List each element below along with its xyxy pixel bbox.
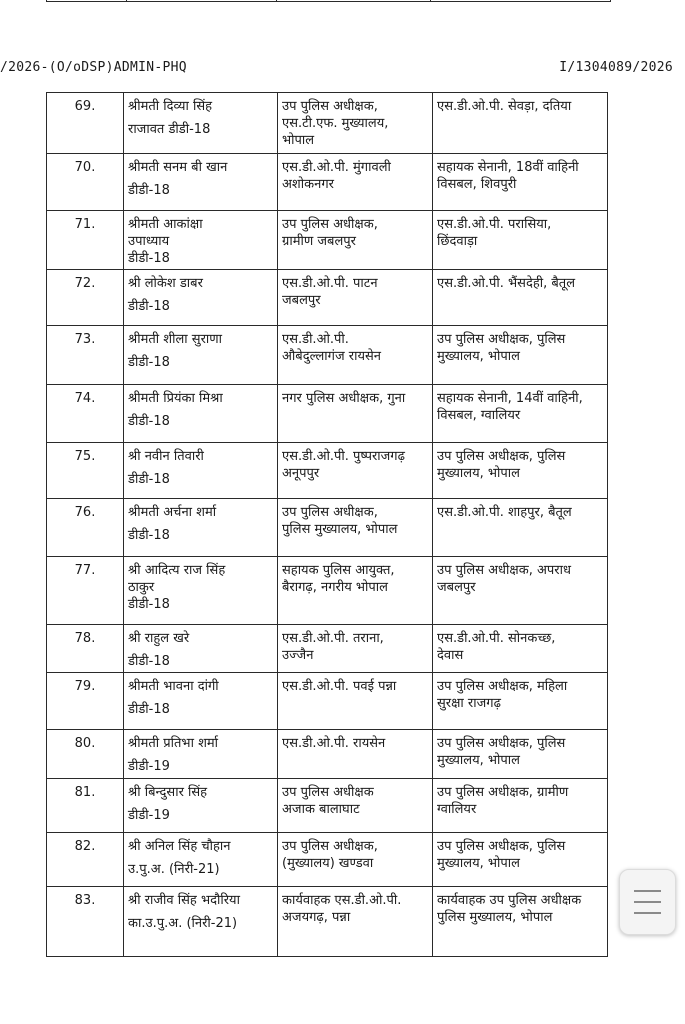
new-posting-cell [433, 93, 608, 154]
current-posting-cell [278, 833, 433, 887]
current-posting-line: एस.डी.ओ.पी. मुंगावली [282, 160, 391, 175]
serial-number-cell [47, 211, 124, 270]
officer-name-line: डीडी-18 [128, 528, 170, 543]
new-posting-line: जबलपुर [437, 580, 476, 595]
serial-number: 83. [74, 893, 96, 908]
new-posting-cell [433, 887, 608, 957]
serial-number: 79. [74, 679, 96, 694]
serial-number-cell [47, 730, 124, 779]
new-posting-cell [433, 833, 608, 887]
current-posting-line: (मुख्यालय) खण्डवा [282, 856, 374, 871]
officer-name-cell [124, 887, 278, 957]
officer-name-line: श्रीमती सनम बी खान [128, 160, 228, 175]
officer-name-line: डीडी-18 [128, 251, 170, 266]
officer-name-line: श्रीमती भावना दांगी [128, 679, 219, 694]
current-posting-line: एस.डी.ओ.पी. तराना, [282, 631, 384, 646]
current-posting-line: उप पुलिस अधीक्षक, [282, 505, 378, 520]
current-posting-line: अनूपपुर [282, 466, 320, 481]
current-posting-cell [278, 499, 433, 557]
officer-name-line: श्रीमती प्रियंका मिश्रा [128, 391, 223, 406]
officer-name-line: डीडी-18 [128, 472, 170, 487]
new-posting-line: एस.डी.ओ.पी. सोनकच्छ, [437, 631, 556, 646]
current-posting-line: उप पुलिस अधीक्षक, [282, 839, 378, 854]
officer-name-line: श्री राजीव सिंह भदौरिया [128, 893, 240, 908]
current-posting-line: एस.डी.ओ.पी. पाटन [282, 276, 378, 291]
serial-number: 81. [74, 785, 96, 800]
current-posting-cell [278, 385, 433, 443]
officer-name-line: डीडी-18 [128, 702, 170, 717]
menu-icon [634, 890, 661, 892]
serial-number: 75. [74, 449, 96, 464]
new-posting-line: एस.डी.ओ.पी. परासिया, [437, 217, 552, 232]
serial-number: 72. [74, 276, 96, 291]
table-row [47, 625, 608, 673]
table-row [47, 779, 608, 833]
new-posting-line: एस.डी.ओ.पी. भैंसदेही, बैतूल [437, 276, 576, 291]
new-posting-cell [433, 211, 608, 270]
table-row [47, 673, 608, 730]
officer-name-line: डीडी-18 [128, 597, 170, 612]
new-posting-line: विसबल, ग्वालियर [437, 408, 521, 423]
officer-name-cell [124, 385, 278, 443]
officer-name-line: ठाकुर [128, 580, 155, 595]
table-row [47, 211, 608, 270]
serial-number-cell [47, 557, 124, 625]
new-posting-line: सहायक सेनानी, 18वीं वाहिनी [437, 160, 579, 175]
officer-name-line: डीडी-18 [128, 183, 170, 198]
current-posting-line: सहायक पुलिस आयुक्त, [282, 563, 395, 578]
officer-name-line: उपाध्याय [128, 234, 170, 249]
officer-name-line: श्री लोकेश डाबर [128, 276, 203, 291]
officer-name-line: डीडी-18 [128, 355, 170, 370]
officer-name-cell [124, 625, 278, 673]
new-posting-cell [433, 499, 608, 557]
new-posting-cell [433, 625, 608, 673]
officer-name-line: श्रीमती अर्चना शर्मा [128, 505, 217, 520]
new-posting-line: उप पुलिस अधीक्षक, पुलिस [437, 736, 566, 751]
officer-name-cell [124, 443, 278, 499]
current-posting-line: उप पुलिस अधीक्षक, [282, 217, 378, 232]
new-posting-line: मुख्यालय, भोपाल [437, 753, 520, 768]
officer-name-cell [124, 499, 278, 557]
new-posting-line: उप पुलिस अधीक्षक, पुलिस [437, 332, 566, 347]
current-posting-cell [278, 557, 433, 625]
scroll-menu-button[interactable] [619, 869, 676, 935]
serial-number-cell [47, 385, 124, 443]
table-row [47, 93, 608, 154]
current-posting-line: पुलिस मुख्यालय, भोपाल [282, 522, 398, 537]
officer-name-cell [124, 270, 278, 326]
serial-number: 80. [74, 736, 96, 751]
current-posting-line: बैरागढ़, नगरीय भोपाल [282, 580, 388, 595]
new-posting-line: मुख्यालय, भोपाल [437, 349, 520, 364]
current-posting-cell [278, 211, 433, 270]
table-row [47, 326, 608, 385]
current-posting-cell [278, 779, 433, 833]
new-posting-line: ग्वालियर [437, 802, 477, 817]
new-posting-line: एस.डी.ओ.पी. शाहपुर, बैतूल [437, 505, 572, 520]
new-posting-cell [433, 673, 608, 730]
document-reference-line [0, 60, 685, 80]
serial-number: 71. [74, 217, 96, 232]
officer-name-line: श्रीमती प्रतिभा शर्मा [128, 736, 219, 751]
officer-name-line: श्री नवीन तिवारी [128, 449, 204, 464]
new-posting-line: छिंदवाड़ा [437, 234, 478, 249]
table-row [47, 154, 608, 211]
officer-name-line: डीडी-18 [128, 299, 170, 314]
new-posting-cell [433, 270, 608, 326]
current-posting-cell [278, 673, 433, 730]
current-posting-cell [278, 270, 433, 326]
new-posting-line: उप पुलिस अधीक्षक, महिला [437, 679, 568, 694]
new-posting-line: मुख्यालय, भोपाल [437, 466, 520, 481]
new-posting-line: पुलिस मुख्यालय, भोपाल [437, 910, 553, 925]
officer-name-cell [124, 779, 278, 833]
new-posting-line: देवास [437, 648, 464, 663]
new-posting-cell [433, 443, 608, 499]
new-posting-cell [433, 385, 608, 443]
current-posting-cell [278, 443, 433, 499]
current-posting-line: अशोकनगर [282, 177, 334, 192]
officer-name-cell [124, 730, 278, 779]
serial-number-cell [47, 887, 124, 957]
serial-number-cell [47, 154, 124, 211]
table-row [47, 730, 608, 779]
serial-number-cell [47, 326, 124, 385]
current-posting-line: ग्रामीण जबलपुर [282, 234, 356, 249]
current-posting-line: अजाक बालाघाट [282, 802, 360, 817]
officer-name-cell [124, 154, 278, 211]
current-posting-cell [278, 887, 433, 957]
serial-number: 70. [74, 160, 96, 175]
current-posting-line: अजयगढ़, पन्ना [282, 910, 351, 925]
officer-name-line: डीडी-18 [128, 414, 170, 429]
officer-name-cell [124, 211, 278, 270]
officer-name-line: श्रीमती दिव्या सिंह [128, 99, 213, 114]
new-posting-line: सुरक्षा राजगढ़ [437, 696, 501, 711]
serial-number: 77. [74, 563, 96, 578]
new-posting-line: सहायक सेनानी, 14वीं वाहिनी, [437, 391, 583, 406]
serial-number: 74. [74, 391, 96, 406]
table-row [47, 499, 608, 557]
serial-number: 73. [74, 332, 96, 347]
current-posting-line: एस.टी.एफ. मुख्यालय, [282, 116, 389, 131]
officer-name-line: डीडी-19 [128, 759, 170, 774]
transfer-list-table [46, 92, 608, 957]
serial-number-cell [47, 625, 124, 673]
current-posting-line: भोपाल [282, 133, 315, 148]
current-posting-line: उप पुलिस अधीक्षक [282, 785, 374, 800]
officer-name-cell [124, 833, 278, 887]
officer-name-line: श्रीमती शीला सुराणा [128, 332, 223, 347]
table-row [47, 833, 608, 887]
serial-number-cell [47, 779, 124, 833]
officer-name-cell [124, 673, 278, 730]
table-row [47, 557, 608, 625]
serial-number-cell [47, 499, 124, 557]
new-posting-cell [433, 154, 608, 211]
current-posting-cell [278, 730, 433, 779]
current-posting-line: एस.डी.ओ.पी. [282, 332, 349, 347]
current-posting-cell [278, 625, 433, 673]
serial-number-cell [47, 833, 124, 887]
new-posting-line: कार्यवाहक उप पुलिस अधीक्षक [437, 893, 582, 908]
current-posting-line: एस.डी.ओ.पी. पवई पन्ना [282, 679, 397, 694]
letter-number: I/1304089/2026 [559, 60, 673, 75]
officer-name-line: डीडी-18 [128, 654, 170, 669]
new-posting-cell [433, 326, 608, 385]
new-posting-line: उप पुलिस अधीक्षक, पुलिस [437, 449, 566, 464]
serial-number: 69. [74, 99, 96, 114]
officer-name-cell [124, 557, 278, 625]
officer-name-line: राजावत डीडी-18 [128, 122, 211, 137]
current-posting-line: नगर पुलिस अधीक्षक, गुना [282, 391, 406, 406]
current-posting-line: उज्जैन [282, 648, 314, 663]
serial-number: 76. [74, 505, 96, 520]
previous-table-fragment [46, 0, 611, 2]
new-posting-cell [433, 730, 608, 779]
current-posting-line: उप पुलिस अधीक्षक, [282, 99, 378, 114]
serial-number-cell [47, 673, 124, 730]
table-row [47, 887, 608, 957]
menu-icon-bar [634, 901, 661, 903]
serial-number: 82. [74, 839, 96, 854]
officer-name-line: का.उ.पु.अ. (निरी-21) [128, 916, 238, 931]
current-posting-line: एस.डी.ओ.पी. रायसेन [282, 736, 386, 751]
new-posting-line: उप पुलिस अधीक्षक, पुलिस [437, 839, 566, 854]
current-posting-line: कार्यवाहक एस.डी.ओ.पी. [282, 893, 402, 908]
new-posting-line: मुख्यालय, भोपाल [437, 856, 520, 871]
new-posting-cell [433, 557, 608, 625]
officer-name-line: श्री अनिल सिंह चौहान [128, 839, 231, 854]
officer-name-cell [124, 326, 278, 385]
serial-number: 78. [74, 631, 96, 646]
officer-name-line: डीडी-19 [128, 808, 170, 823]
table-row [47, 270, 608, 326]
officer-name-cell [124, 93, 278, 154]
officer-name-line: श्री आदित्य राज सिंह [128, 563, 226, 578]
new-posting-line: उप पुलिस अधीक्षक, ग्रामीण [437, 785, 569, 800]
officer-name-line: श्री राहुल खरे [128, 631, 190, 646]
menu-icon-bar [634, 912, 661, 914]
current-posting-line: एस.डी.ओ.पी. पुष्पराजगढ़ [282, 449, 405, 464]
serial-number-cell [47, 270, 124, 326]
new-posting-line: उप पुलिस अधीक्षक, अपराध [437, 563, 571, 578]
table-row [47, 385, 608, 443]
officer-name-line: श्री बिन्दुसार सिंह [128, 785, 208, 800]
current-posting-cell [278, 93, 433, 154]
current-posting-cell [278, 326, 433, 385]
new-posting-line: एस.डी.ओ.पी. सेवड़ा, दतिया [437, 99, 572, 114]
serial-number-cell [47, 93, 124, 154]
new-posting-line: विसबल, शिवपुरी [437, 177, 517, 192]
file-reference: /2026-(O/oDSP)ADMIN-PHQ [0, 60, 187, 75]
table-row [47, 443, 608, 499]
serial-number-cell [47, 443, 124, 499]
current-posting-line: औबेदुल्लागंज रायसेन [282, 349, 381, 364]
current-posting-line: जबलपुर [282, 293, 321, 308]
new-posting-cell [433, 779, 608, 833]
officer-name-line: श्रीमती आकांक्षा [128, 217, 203, 232]
officer-name-line: उ.पु.अ. (निरी-21) [128, 862, 220, 877]
current-posting-cell [278, 154, 433, 211]
